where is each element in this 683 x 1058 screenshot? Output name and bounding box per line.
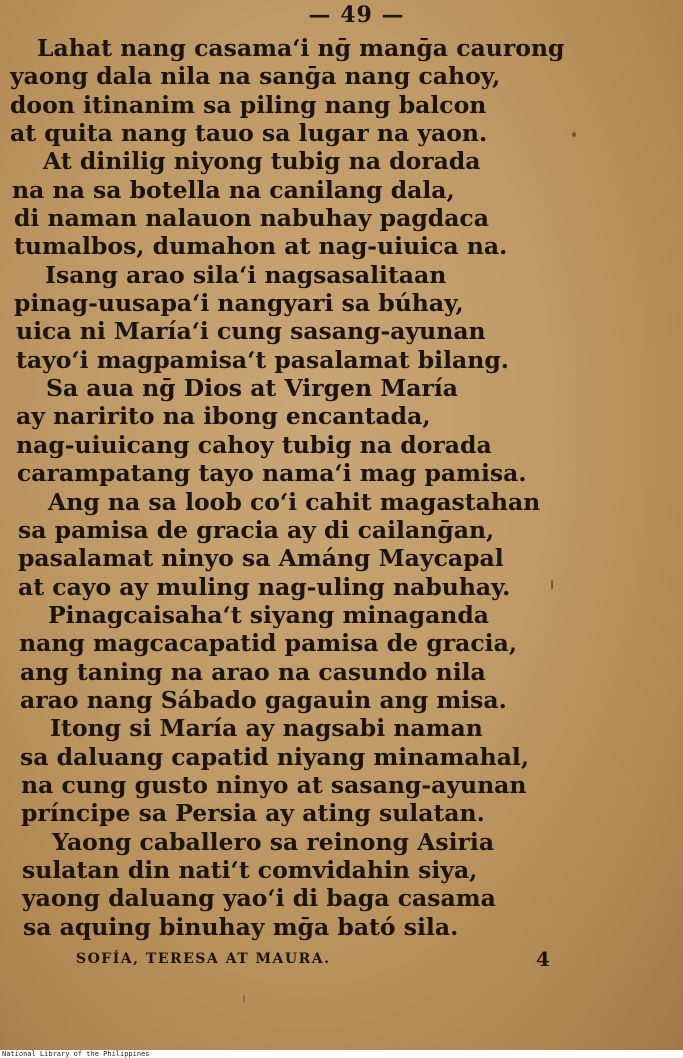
verse-line: At dinilig niyong tubig na dorada <box>43 147 481 176</box>
verse-line: Ang na sa loob co‘i cahit magastahan <box>48 487 541 516</box>
verse-line: Sa aua nḡ Dios at Virgen María <box>46 374 459 403</box>
verse-line: Isang arao sila‘i nagsasalitaan <box>45 260 447 289</box>
verse-line: carampatang tayo nama‘i mag pamisa. <box>17 459 527 488</box>
verse-line: arao nang Sábado gagauin ang misa. <box>20 685 507 714</box>
verse-line: nag-uiuicang cahoy tubig na dorada <box>16 430 492 459</box>
verse-line: pinag-uusapa‘i nangyari sa búhay, <box>14 289 464 318</box>
verse-line: yaong dala nila na sanḡa nang cahoy, <box>10 62 501 91</box>
verse-line: doon itinanim sa piling nang balcon <box>10 90 487 119</box>
ink-speck <box>243 995 245 1003</box>
verse-line: Pinagcaisaha‘t siyang minaganda <box>48 600 490 629</box>
page-footer <box>0 947 683 977</box>
verse-line: Lahat nang casama‘i nḡ manḡa caurong <box>37 34 565 62</box>
verse-line: pasalamat ninyo sa Amáng Maycapal <box>18 544 504 573</box>
verse-line: yaong daluang yao‘i di baga casama <box>22 884 496 913</box>
verse-line: sa pamisa de gracia ay di cailanḡan, <box>18 515 495 544</box>
verse-line: ay naririto na ibong encantada, <box>16 402 431 431</box>
verse-line: nang magcacapatid pamisa de gracia, <box>19 629 517 658</box>
verse-block <box>0 34 683 941</box>
page-number: — 49 — <box>308 2 405 28</box>
verse-line: príncipe sa Persia ay ating sulatan. <box>21 799 485 828</box>
verse-line: sa aquing binuhay mḡa bató sila. <box>23 912 459 941</box>
verse-line: sa daluang capatid niyang minamahal, <box>20 742 530 771</box>
signature-line: SOFÍA, TERESA AT MAURA. <box>76 951 331 967</box>
sheet-number: 4 <box>536 947 550 971</box>
verse-line: na cung gusto ninyo at sasang-ayunan <box>21 770 527 799</box>
verse-line: na na sa botella na canilang dala, <box>12 175 455 204</box>
library-credit: National Library of the Philippines <box>2 1050 150 1058</box>
verse-line: tumalbos, dumahon at nag-uiuica na. <box>14 232 508 261</box>
verse-line: sulatan din nati‘t comvidahin siya, <box>22 855 478 884</box>
verse-line: at cayo ay muling nag-uling nabuhay. <box>18 572 511 601</box>
verse-line: di naman nalauon nabuhay pagdaca <box>14 204 489 233</box>
verse-line: ang taning na arao na casundo nila <box>20 657 486 686</box>
ink-speck <box>551 580 553 589</box>
verse-line: Yaong caballero sa reinong Asiria <box>52 827 495 856</box>
verse-line: at quita nang tauo sa lugar na yaon. <box>10 119 488 148</box>
ink-speck <box>572 132 576 137</box>
verse-line: tayo‘i magpamisa‘t pasalamat bilang. <box>16 345 509 374</box>
verse-line: Itong si María ay nagsabi naman <box>50 714 483 743</box>
verse-line: uica ni María‘i cung sasang-ayunan <box>16 317 486 346</box>
